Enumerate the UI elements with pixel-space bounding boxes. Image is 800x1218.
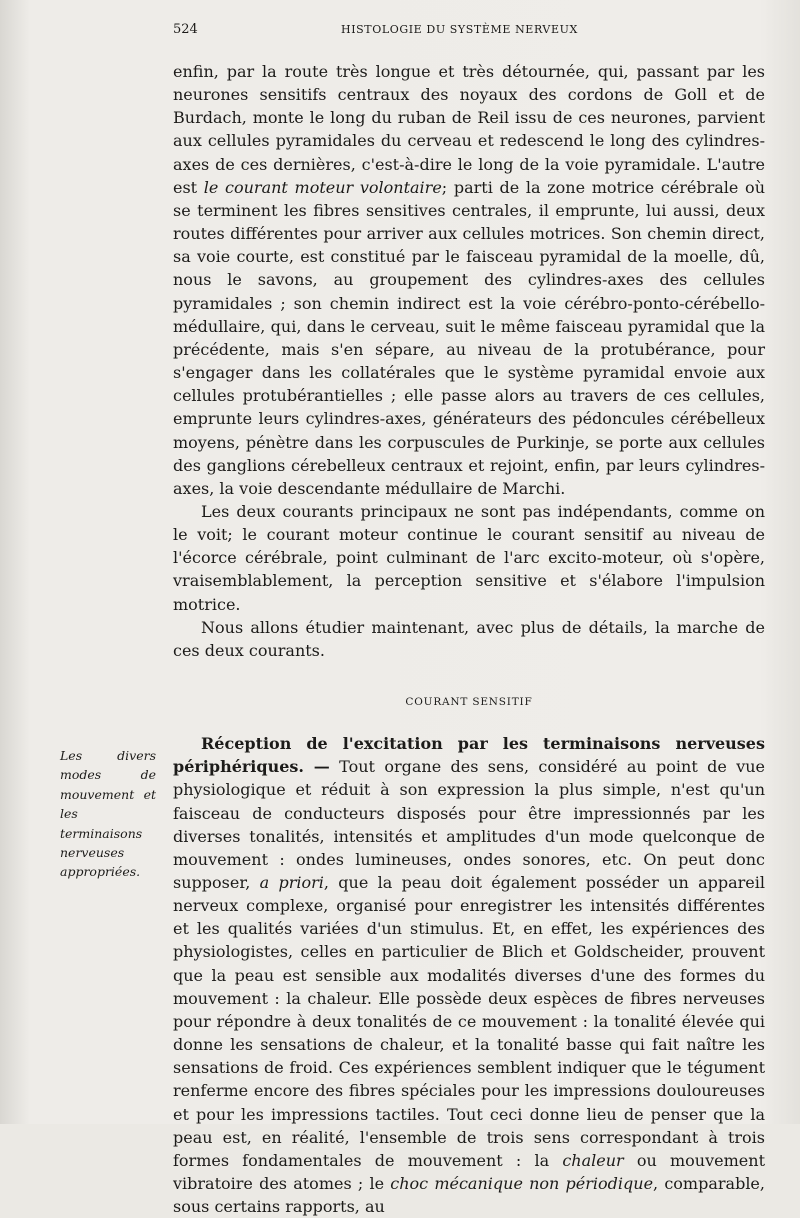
text-span: Tout organe des sens, considéré au point de vue physiologique et réduit à son expression la plus simple, n'est qu'un faisceau de conducteurs disposés pour être impressionnés par les diverses tonalités, intensités et amplitudes d'un mode quelconque de mouvement : ondes lumineuses, ondes sonores, etc. On peut donc supposer,	[173, 757, 766, 892]
paragraph-2: Les deux courants principaux ne sont pas indépendants, comme on le voit; le courant moteur continue le courant sensitif au niveau de l'écorce cérébrale, point culminant de l'arc excito-moteur, où s'opère, vraisemblablement, la perception sensitive et s'élabore l'impulsion motrice.	[173, 501, 765, 614]
italic-span: a priori	[259, 873, 324, 892]
margin-note: Les divers modes de mouvement et les terminaisons nerveuses appropriées.	[60, 748, 156, 880]
text-span: , que la peau doit également posséder un appareil nerveux complexe, organisé pour enregistrer les intensités différentes et les qualités variées d'un stimulus. Et, en effet, les expériences des physiologistes, celles en particulier de Blich et Goldscheider, prouvent que la peau est sensible aux modalités diverses d'une des formes du mouvement : la chaleur. Elle possède deux espèces de fibres nerveuses pour répondre à deux tonalités de ce mouvement : la tonalité élevée qui donne les sensations de chaleur, et la tonalité basse qui fait naître les sensations de froid. Ces expériences semblent indiquer que le tégument renferme encore des fibres spéciales pour les impressions douloureuses et pour les impressions tactiles. Tout ceci donne lieu de penser que la peau est, en réalité, l'ensemble de trois sens correspondant à trois formes fondamentales de mouvement : la	[173, 873, 766, 1170]
page-header	[173, 22, 765, 42]
italic-span: chaleur	[562, 1150, 624, 1170]
text-span: enfin, par la route très longue et très détournée, qui, passant par les neurones sensitifs centraux des noyaux des cordons de Goll et de Burdach, monte le long du ruban de Reil issu de ces neurones, parvient aux cellules pyramidales du cerveau et redescend le long des cylindres-axes de ces dernières, c'est-à-dire le long de la voie pyramidale. L'autre est	[173, 62, 765, 197]
page-number: 524	[173, 22, 198, 37]
section-heading: COURANT SENSITIF	[405, 696, 533, 709]
bold-title: Réception de l'excitation par les terminaisons nerveuses périphériques. —	[173, 734, 765, 777]
paragraph-3: Nous allons étudier maintenant, avec plus de détails, la marche de ces deux courants.	[173, 617, 765, 660]
text-span: ; parti de la zone motrice cérébrale où se terminent les fibres sensitives centrales, il emprunte, lui aussi, deux routes différentes pour arriver aux cellules motrices. Son chemin direct, sa voie courte, est constitué par le faisceau pyramidal de la moelle, dû, nous le savons, au groupement des cylindres-axes des cellules pyramidales ; son chemin indirect est la voie cérébro-ponto-cérébello-médullaire, qui, dans le cerveau, suit le même faisceau pyramidal que la précédente, mais s'en sépare, au niveau de la protubérance, pour s'engager dans les collatérales que le système pyramidal envoie aux cellules protubérantielles ; elle passe alors au travers de ces cellules, emprunte leurs cylindres-axes, générateurs des pédoncules cérébelleux moyens, pénètre dans les corpuscules de Purkinje, se porte aux cellules des ganglions cérebelleux centraux et rejoint, enfin, par leurs cylindres-axes, la voie descendante médullaire de Marchi.	[173, 177, 765, 498]
italic-span: choc mécanique non périodique	[390, 1174, 654, 1194]
italic-span: le courant moteur volontaire	[203, 177, 442, 197]
text-span: , comparable, sous certains rapports, au	[173, 1174, 765, 1217]
running-title: HISTOLOGIE DU SYSTÈME NERVEUX	[341, 23, 578, 36]
paragraph-1	[173, 60, 765, 500]
paragraph-4	[173, 732, 765, 1218]
text-span: ou mouvement vibratoire des atomes ; le	[173, 1150, 765, 1194]
main-text	[173, 60, 765, 1218]
